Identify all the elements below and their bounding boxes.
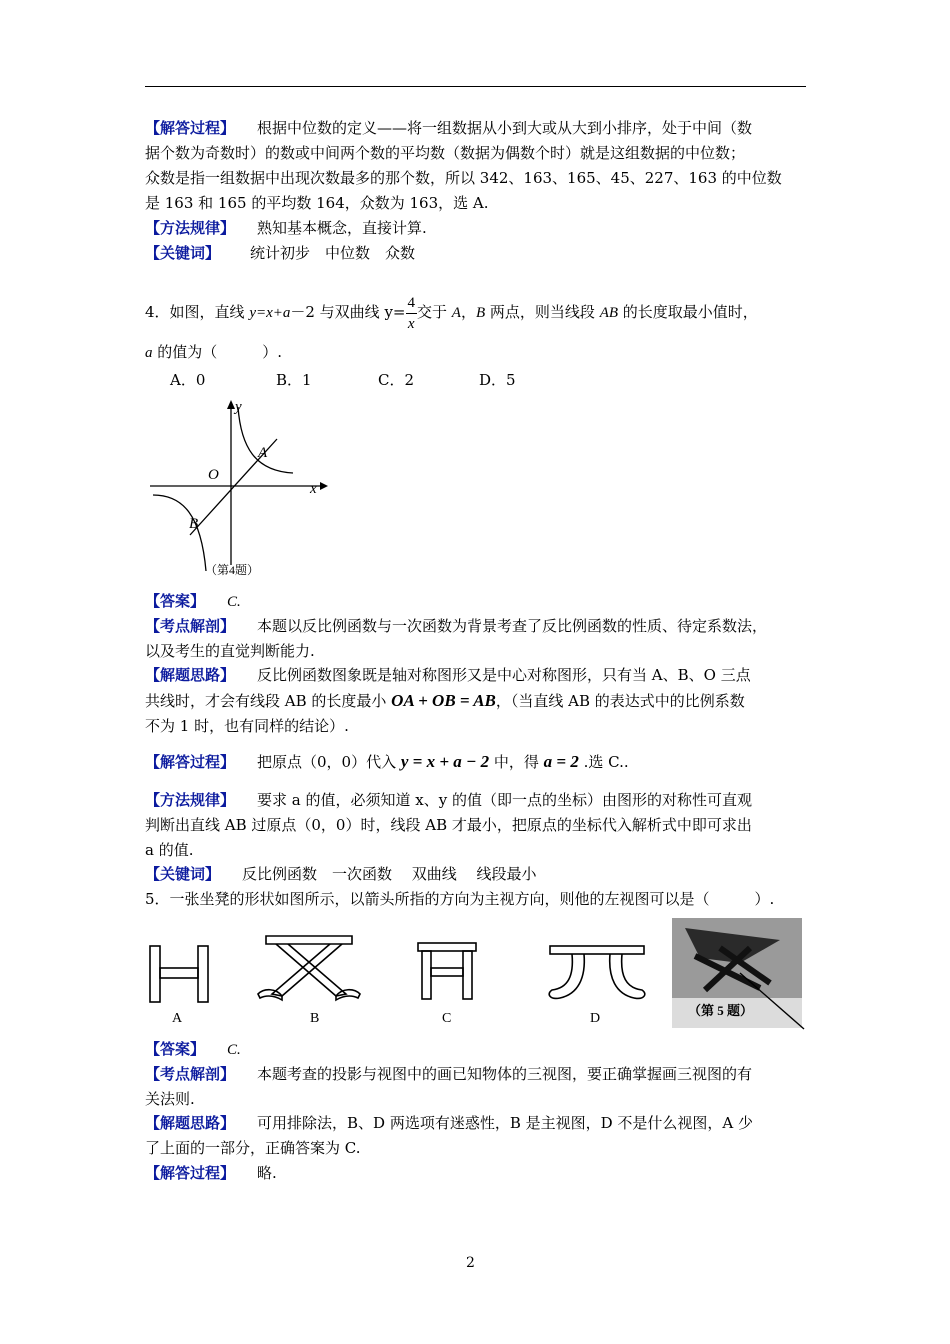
x-axis-label: x: [310, 481, 317, 497]
q4-option-a: A．0: [170, 371, 206, 389]
hyperbola-branch-1: [238, 407, 293, 473]
q4-fangfa: 【方法规律】 要求 a 的值，必须知道 x、y 的值（即一点的坐标）由图形的对称性可直观 判断出直线 AB 过原点（0，0）时，线段 AB 才最小，把原点的坐标代入解析式中即可求出 a 的值.: [145, 791, 752, 859]
view-b-label: B: [310, 1011, 320, 1026]
q5-stem: 5．一张坐凳的形状如图所示，以箭头所指的方向为主视方向，则他的左视图可以是（ ）.: [145, 890, 775, 908]
x-axis-arrow: [320, 482, 328, 490]
stool-photo: [672, 918, 804, 1029]
q5-figure-caption: （第 5 题）: [688, 1003, 754, 1018]
prev-jieda-tag: 【解答过程】: [145, 119, 236, 137]
q4-option-c: C．2: [378, 371, 415, 389]
hyperbola-branch-3: [153, 495, 206, 571]
q4-guocheng: 【解答过程】 把原点（0，0）代入 y = x + a − 2 中，得 a = 2 .选 C..: [145, 752, 629, 771]
q4-option-d: D．5: [479, 371, 516, 389]
y-axis-label: y: [235, 399, 242, 415]
header-rule: [145, 86, 806, 87]
q5-answer: 【答案】 C.: [145, 1040, 241, 1058]
prev-guanjian: 【关键词】 统计初步 中位数 众数: [145, 244, 416, 262]
view-d: [549, 946, 645, 998]
point-a-label: A: [258, 445, 268, 461]
q5-silu: 【解题思路】 可用排除法，B、D 两选项有迷惑性，B 是主视图，D 不是什么视图，A 少 了上面的一部分，正确答案为 C.: [145, 1114, 754, 1157]
q4-fraction: $\frac{4}{x}$: [407, 294, 415, 332]
q5-guocheng: 【解答过程】 略.: [145, 1164, 277, 1182]
q4-stem-line2: a 的值为（ ）.: [145, 343, 283, 361]
view-d-label: D: [590, 1011, 601, 1026]
view-a-label: A: [172, 1011, 183, 1026]
q4-figure-caption: （第4题）: [205, 563, 260, 577]
q4-silu: 【解题思路】 反比例函数图象既是轴对称图形又是中心对称图形，只有当 A、B、O 三点 共线时，才会有线段 AB 的长度最小 OA + OB = AB，（当直线 AB 的表达式中的比例系数 不为 1 时，也有同样的结论）.: [145, 666, 751, 735]
prev-jieda: 【解答过程】 根据中位数的定义——将一组数据从小到大或从大到小排序，处于中间（数 据个数为奇数时）的数或中间两个数的平均数（数据为偶数个时）就是这组数据的中位数； 众数是指一组数据中出现次数最多的那个数，所以 342、163、165、45、227、163 的中位数 是 163 和 165 的平均数 164，众数为 163，选 A.: [145, 119, 782, 212]
view-c-label: C: [442, 1011, 452, 1026]
q4-graph-figure: [145, 395, 335, 585]
view-c: [418, 943, 476, 999]
q4-answer: 【答案】 C.: [145, 592, 241, 610]
q4-kaodian: 【考点解剖】 本题以反比例函数与一次函数为背景考查了反比例函数的性质、待定系数法， 以及考生的直觉判断能力.: [145, 617, 768, 660]
view-a: [150, 946, 208, 1002]
point-b-label: B: [189, 516, 199, 532]
y-axis-arrow: [227, 400, 235, 409]
q5-kaodian: 【考点解剖】 本题考查的投影与视图中的画已知物体的三视图，要正确掌握画三视图的有 关法则.: [145, 1065, 753, 1108]
q4-option-b: B．1: [276, 371, 312, 389]
q4-guanjian: 【关键词】 反比例函数 一次函数 双曲线 线段最小: [145, 865, 537, 883]
prev-fangfa: 【方法规律】 熟知基本概念，直接计算.: [145, 219, 427, 237]
page-number: 2: [466, 1255, 475, 1271]
q4-stem: 4．如图，直线 y=x+a－2 与双曲线 y= $\frac{4}{x}$ 交于 A，B 两点，则当线段 AB 的长度取最小值时，: [145, 294, 758, 332]
origin-label: O: [208, 467, 219, 483]
view-b: [258, 936, 360, 1000]
q5-views-figure: [140, 918, 810, 1033]
